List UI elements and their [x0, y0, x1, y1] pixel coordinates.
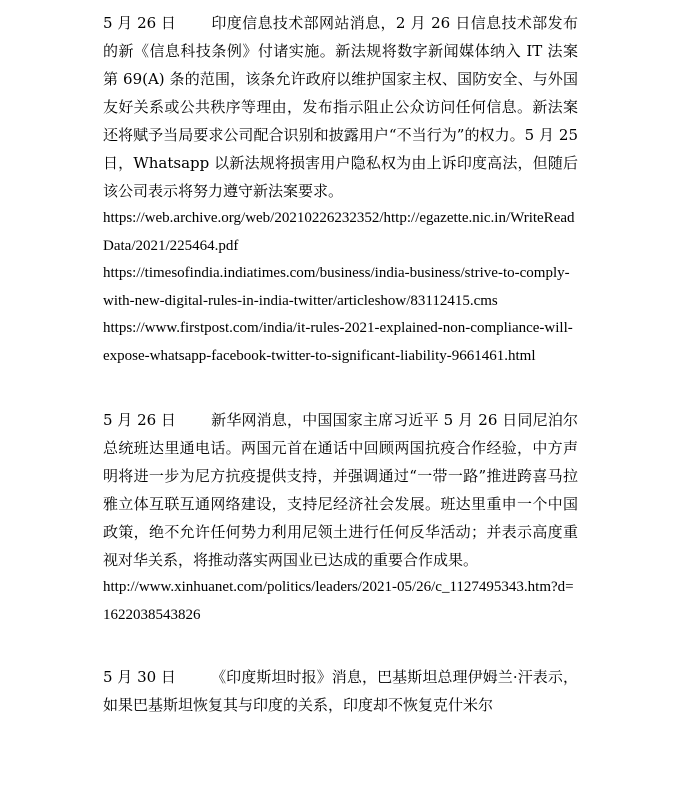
- entry-body: 新华网消息，中国国家主席习近平 5 月 26 日同尼泊尔总统班达里通电话。两国元首在通话中回顾两国抗疫合作经验，中方声明将进一步为尼方抗疫提供支持，并强调通过“一带一路”推进跨喜马拉雅立体互联互通网络建设，支持尼经济社会发展。班达里重申一个中国政策，绝不允许任何势力利用尼领土进行任何反华活动；并表示高度重视对华关系，将推动落实两国业已达成的重要合作成果。: [103, 411, 578, 569]
- source-link[interactable]: https://web.archive.org/web/20210226232352/http://egazette.nic.in/WriteReadData/2021/225464.pdf: [103, 210, 575, 254]
- document-page: [103, 9, 578, 719]
- source-link[interactable]: https://timesofindia.indiatimes.com/business/india-business/strive-to-comply-with-new-digital-rules-in-india-twitter/articleshow/83112415.cms: [103, 265, 570, 309]
- source-link[interactable]: https://www.firstpost.com/india/it-rules-2021-explained-non-compliance-will-expose-whatsapp-facebook-twitter-to-significant-liability-9661461.html: [103, 320, 573, 364]
- entry-paragraph: [103, 663, 578, 719]
- entry-body: 《印度斯坦时报》消息，巴基斯坦总理伊姆兰·汗表示，如果巴基斯坦恢复其与印度的关系，印度却不恢复克什米尔: [103, 668, 578, 714]
- news-entry: [103, 663, 578, 719]
- source-links: [103, 205, 578, 370]
- source-links: [103, 574, 578, 629]
- news-entry: [103, 9, 578, 370]
- entry-paragraph: [103, 9, 578, 205]
- entry-date: 5 月 26 日: [103, 411, 176, 429]
- news-entry: [103, 406, 578, 629]
- entry-paragraph: [103, 406, 578, 574]
- source-link[interactable]: http://www.xinhuanet.com/politics/leaders/2021-05/26/c_1127495343.htm?d=1622038543826: [103, 579, 574, 623]
- entry-body: 印度信息技术部网站消息，2 月 26 日信息技术部发布的新《信息科技条例》付诸实施。新法规将数字新闻媒体纳入 IT 法案第 69(A) 条的范围，该条允许政府以维护国家主权、国防安全、与外国友好关系或公共秩序等理由，发布指示阻止公众访问任何信息。新法案还将赋予当局要求公司配合识别和披露用户“不当行为”的权力。5 月 25 日，Whatsapp 以新法规将损害用户隐私权为由上诉印度高法，但随后该公司表示将努力遵守新法案要求。: [103, 14, 578, 200]
- entry-date: 5 月 30 日: [103, 668, 176, 686]
- entry-date: 5 月 26 日: [103, 14, 176, 32]
